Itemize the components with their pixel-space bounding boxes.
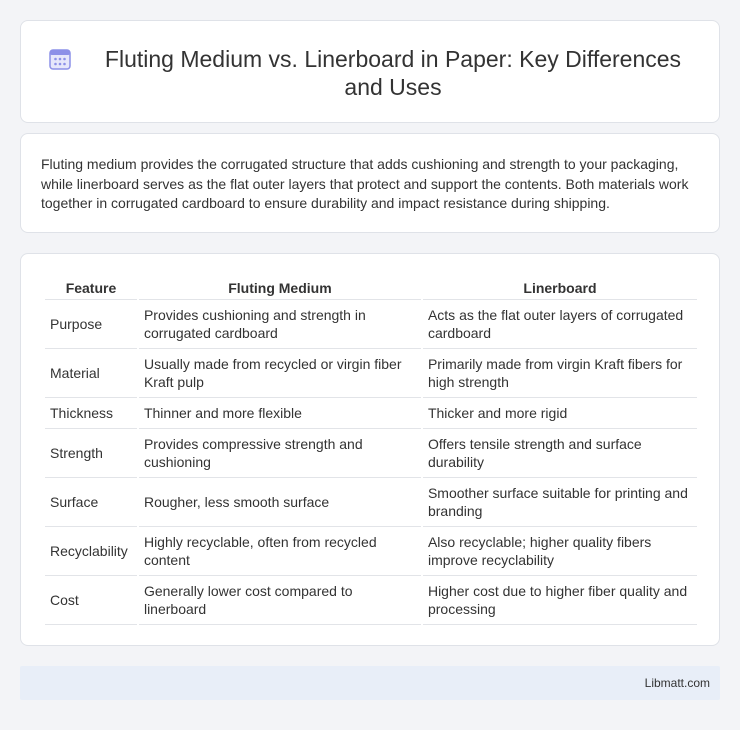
header-feature: Feature [45, 274, 137, 300]
row-fluting-value: Provides cushioning and strength in corrugated cardboard [139, 300, 421, 349]
row-fluting-value: Usually made from recycled or virgin fiber Kraft pulp [139, 349, 421, 398]
row-feature: Strength [45, 429, 137, 478]
row-feature: Material [45, 349, 137, 398]
table-row [45, 349, 697, 398]
table-header-row [45, 274, 697, 300]
row-fluting-value: Provides compressive strength and cushioning [139, 429, 421, 478]
row-linerboard-value: Offers tensile strength and surface durability [423, 429, 697, 478]
page-title: Fluting Medium vs. Linerboard in Paper: Key Differences and Uses [104, 46, 682, 100]
row-linerboard-value: Thicker and more rigid [423, 398, 697, 429]
row-linerboard-value: Primarily made from virgin Kraft fibers for high strength [423, 349, 697, 398]
table-row [45, 527, 697, 576]
calendar-icon [47, 46, 73, 72]
row-linerboard-value: Higher cost due to higher fiber quality and processing [423, 576, 697, 625]
intro-paragraph: Fluting medium provides the corrugated structure that adds cushioning and strength to your packaging, while linerboard serves as the flat outer layers that protect and support the contents. Both materials work together in corrugated cardboard to ensure durability and impact resistance during shipping. [41, 156, 689, 211]
header-fluting-medium: Fluting Medium [139, 274, 421, 300]
row-feature: Cost [45, 576, 137, 625]
intro-card [20, 133, 720, 233]
comparison-table [43, 274, 699, 625]
title-card [20, 20, 720, 123]
header-linerboard: Linerboard [423, 274, 697, 300]
table-row [45, 576, 697, 625]
row-feature: Recyclability [45, 527, 137, 576]
title-row [21, 21, 719, 101]
row-feature: Thickness [45, 398, 137, 429]
row-fluting-value: Generally lower cost compared to linerboard [139, 576, 421, 625]
row-linerboard-value: Also recyclable; higher quality fibers improve recyclability [423, 527, 697, 576]
footer-site-link[interactable]: Libmatt.com [644, 676, 710, 690]
table-row [45, 300, 697, 349]
footer-bar [20, 666, 720, 700]
table-row [45, 429, 697, 478]
table-row [45, 478, 697, 527]
row-fluting-value: Rougher, less smooth surface [139, 478, 421, 527]
row-fluting-value: Highly recyclable, often from recycled content [139, 527, 421, 576]
row-feature: Surface [45, 478, 137, 527]
comparison-card [20, 253, 720, 646]
row-feature: Purpose [45, 300, 137, 349]
row-linerboard-value: Smoother surface suitable for printing and branding [423, 478, 697, 527]
row-linerboard-value: Acts as the flat outer layers of corrugated cardboard [423, 300, 697, 349]
table-row [45, 398, 697, 429]
row-fluting-value: Thinner and more flexible [139, 398, 421, 429]
